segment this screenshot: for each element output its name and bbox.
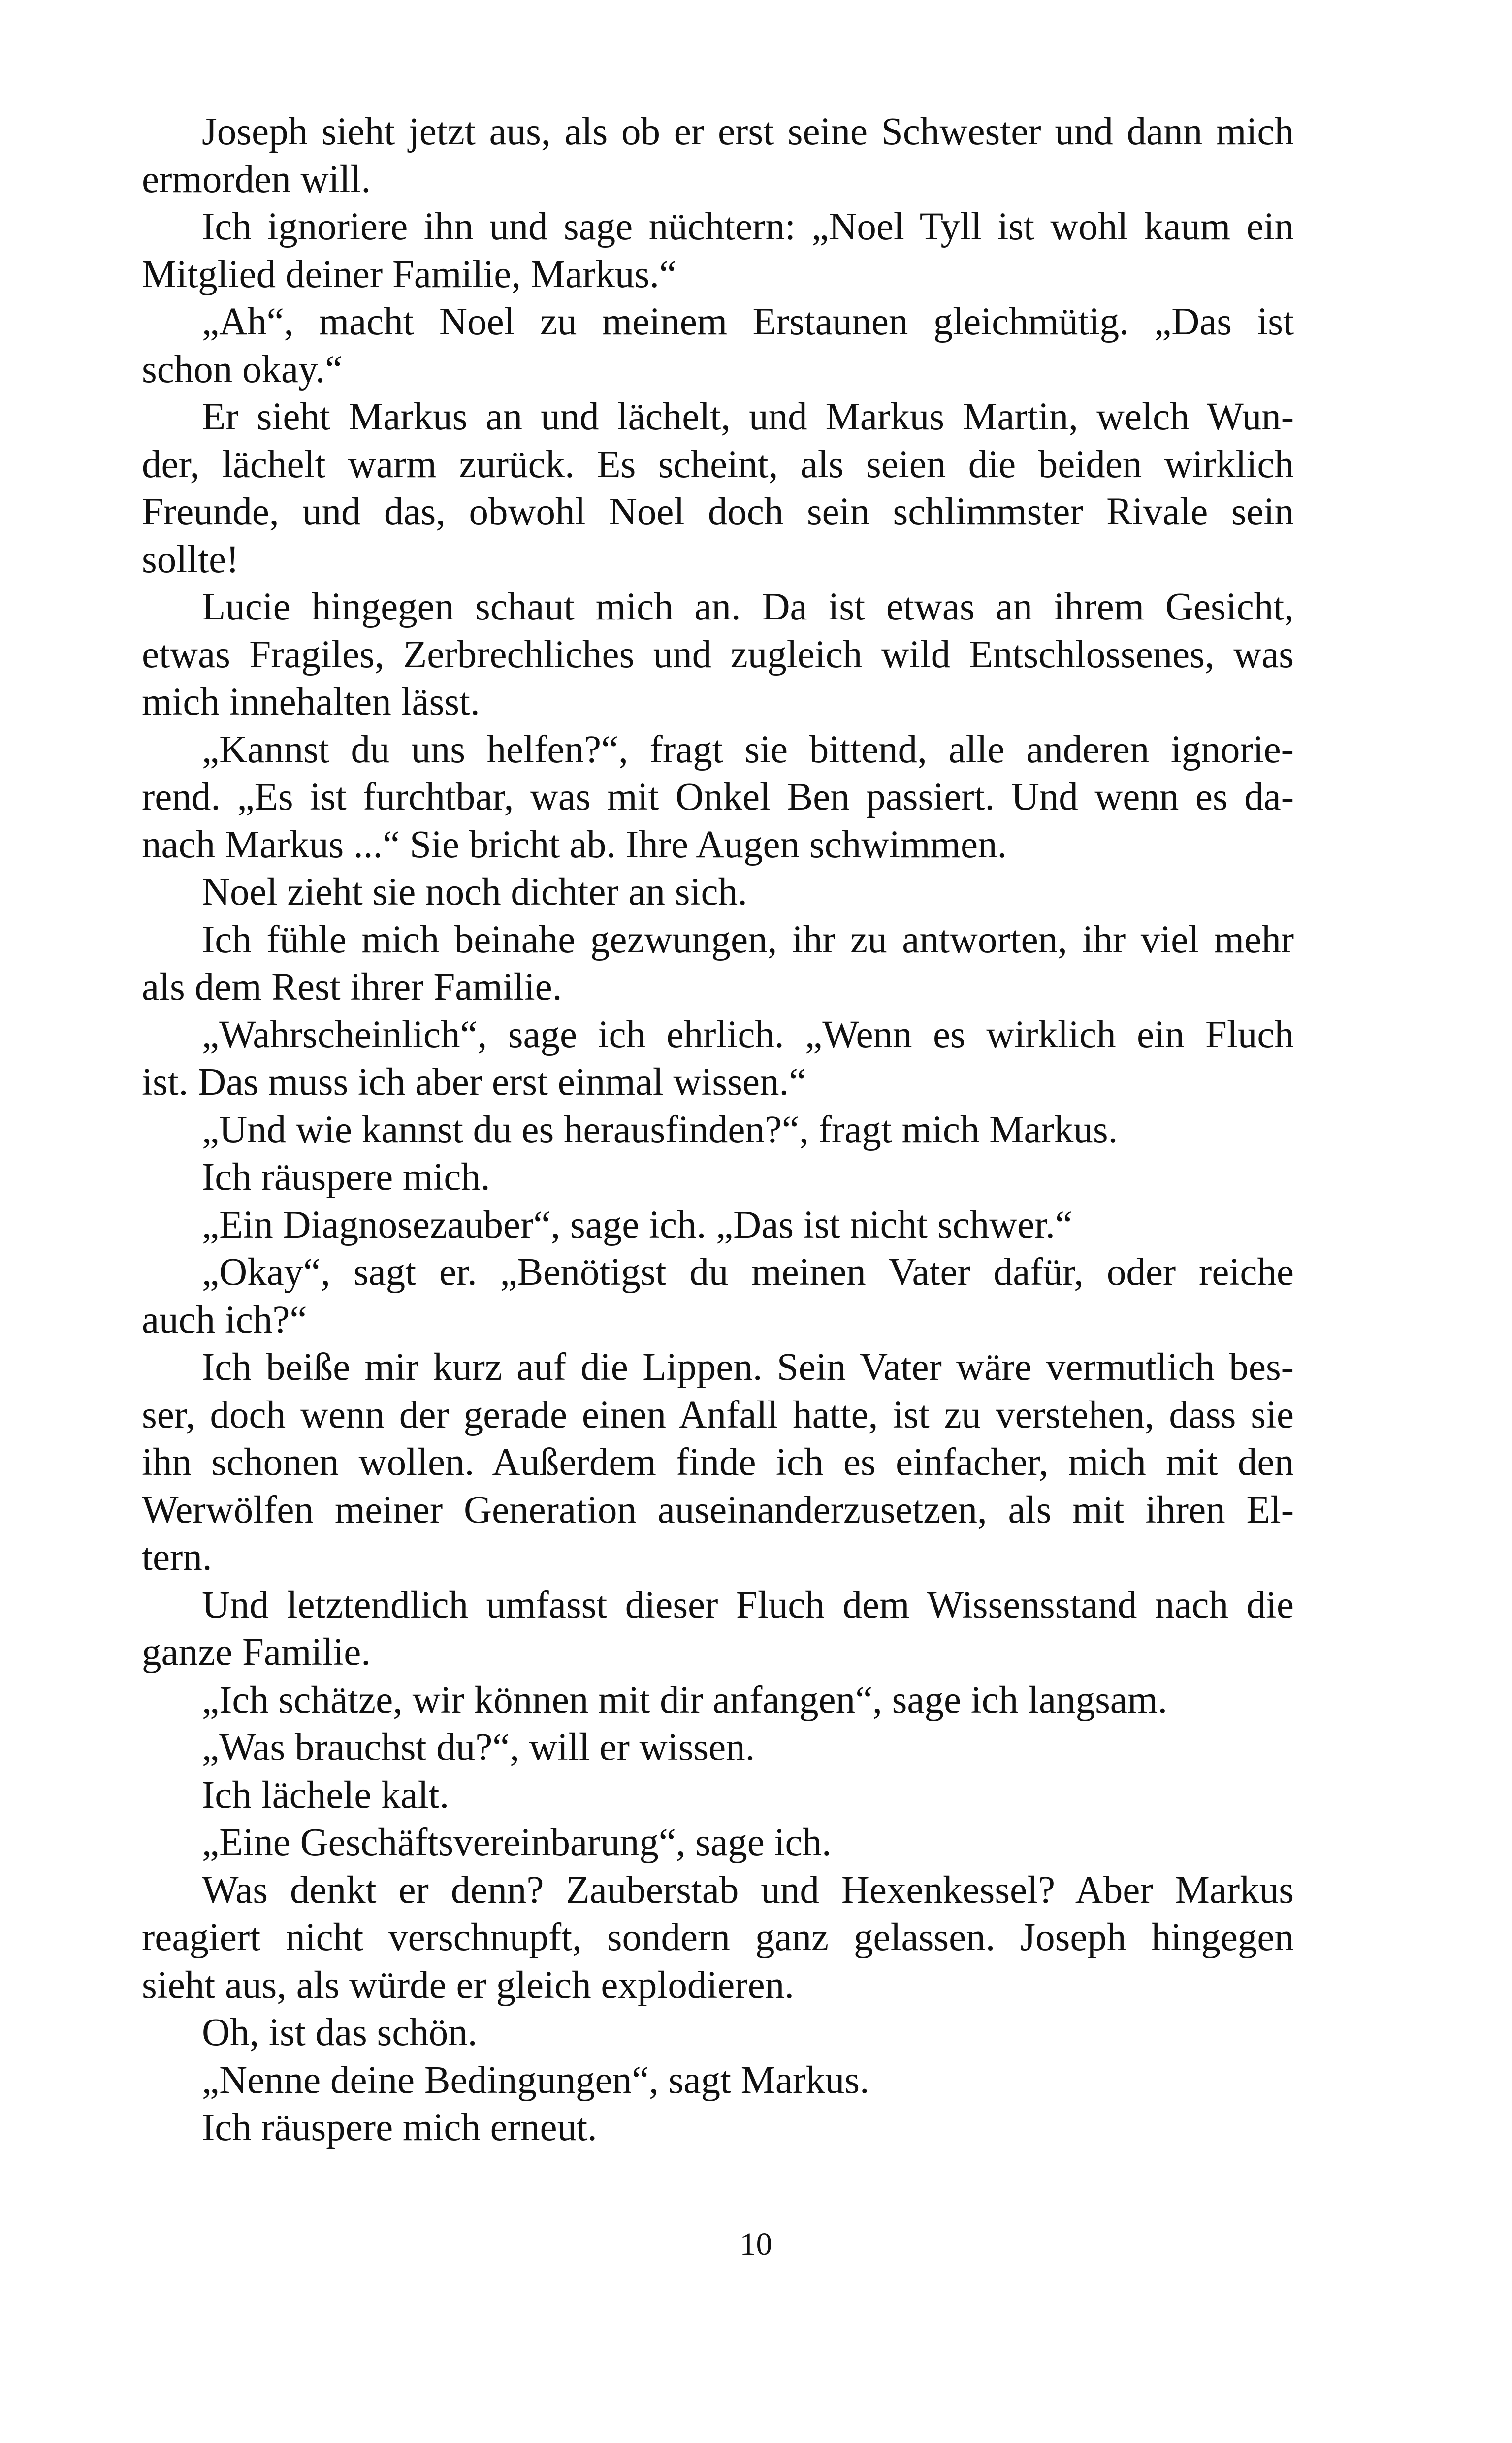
text-line: „Und wie kannst du es herausfinden?“, fragt mich Markus.: [202, 1108, 1118, 1151]
text-line: „Ah“, macht Noel zu meinem Erstaunen gleichmütig. „Das ist: [202, 300, 1294, 343]
text-line: Und letztendlich umfasst dieser Fluch dem Wissensstand nach die: [202, 1583, 1294, 1627]
text-line: Ich fühle mich beinahe gezwungen, ihr zu antworten, ihr viel mehr: [202, 918, 1294, 961]
text-line: nach Markus ...“ Sie bricht ab. Ihre Augen schwimmen.: [142, 823, 1007, 866]
page-number: 10: [740, 2226, 772, 2262]
text-line: „Okay“, sagt er. „Benötigst du meinen Vater dafür, oder reiche: [202, 1251, 1294, 1294]
text-line: als dem Rest ihrer Familie.: [142, 966, 562, 1009]
text-line: ihn schonen wollen. Außerdem finde ich es einfacher, mich mit den: [142, 1441, 1294, 1484]
text-line: Was denkt er denn? Zauberstab und Hexenkessel? Aber Markus: [202, 1868, 1294, 1912]
text-line: sieht aus, als würde er gleich explodieren.: [142, 1963, 794, 2007]
text-line: „Was brauchst du?“, will er wissen.: [202, 1726, 755, 1769]
text-line: etwas Fragiles, Zerbrechliches und zugleich wild Entschlossenes, was: [142, 633, 1294, 676]
text-line: Ich ignoriere ihn und sage nüchtern: „Noel Tyll ist wohl kaum ein: [202, 205, 1294, 248]
text-line: Ich räuspere mich erneut.: [202, 2106, 597, 2149]
text-line: Joseph sieht jetzt aus, als ob er erst seine Schwester und dann mich: [202, 110, 1294, 153]
body-text: [142, 108, 1294, 2152]
text-line: der, lächelt warm zurück. Es scheint, als seien die beiden wirklich: [142, 443, 1294, 486]
text-line: Werwölfen meiner Generation auseinanderzusetzen, als mit ihren El-: [142, 1488, 1294, 1531]
text-line: Lucie hingegen schaut mich an. Da ist etwas an ihrem Gesicht,: [202, 586, 1294, 628]
text-line: Ich beiße mir kurz auf die Lippen. Sein Vater wäre vermutlich bes-: [202, 1346, 1294, 1389]
text-line: Ich räuspere mich.: [202, 1156, 490, 1199]
text-line: Er sieht Markus an und lächelt, und Markus Martin, welch Wun-: [202, 395, 1294, 438]
text-line: Freunde, und das, obwohl Noel doch sein schlimmster Rivale sein: [142, 490, 1294, 533]
text-line: ganze Familie.: [142, 1631, 371, 1674]
text-line: Mitglied deiner Familie, Markus.“: [142, 253, 677, 296]
text-line: Ich lächele kalt.: [202, 1773, 450, 1817]
text-line: rend. „Es ist furchtbar, was mit Onkel Ben passiert. Und wenn es da-: [142, 776, 1294, 818]
text-line: ist. Das muss ich aber erst einmal wissen.“: [142, 1061, 806, 1104]
text-line: ermorden will.: [142, 158, 371, 201]
text-line: Oh, ist das schön.: [202, 2011, 478, 2054]
text-line: „Ein Diagnosezauber“, sage ich. „Das ist nicht schwer.“: [202, 1203, 1073, 1246]
text-line: reagiert nicht verschnupft, sondern ganz gelassen. Joseph hingegen: [142, 1916, 1294, 1959]
text-line: tern.: [142, 1536, 212, 1579]
text-line: „Ich schätze, wir können mit dir anfangen“, sage ich langsam.: [202, 1678, 1168, 1722]
text-line: auch ich?“: [142, 1298, 307, 1341]
text-line: ser, doch wenn der gerade einen Anfall hatte, ist zu verstehen, dass sie: [142, 1393, 1294, 1436]
text-line: Noel zieht sie noch dichter an sich.: [202, 871, 747, 913]
text-line: sollte!: [142, 538, 239, 581]
text-line: „Nenne deine Bedingungen“, sagt Markus.: [202, 2058, 869, 2102]
text-line: „Wahrscheinlich“, sage ich ehrlich. „Wenn es wirklich ein Fluch: [202, 1013, 1294, 1056]
text-line: „Eine Geschäftsvereinbarung“, sage ich.: [202, 1821, 832, 1864]
text-line: „Kannst du uns helfen?“, fragt sie bittend, alle anderen ignorie-: [202, 728, 1294, 771]
text-line: schon okay.“: [142, 348, 343, 391]
text-line: mich innehalten lässt.: [142, 681, 480, 723]
